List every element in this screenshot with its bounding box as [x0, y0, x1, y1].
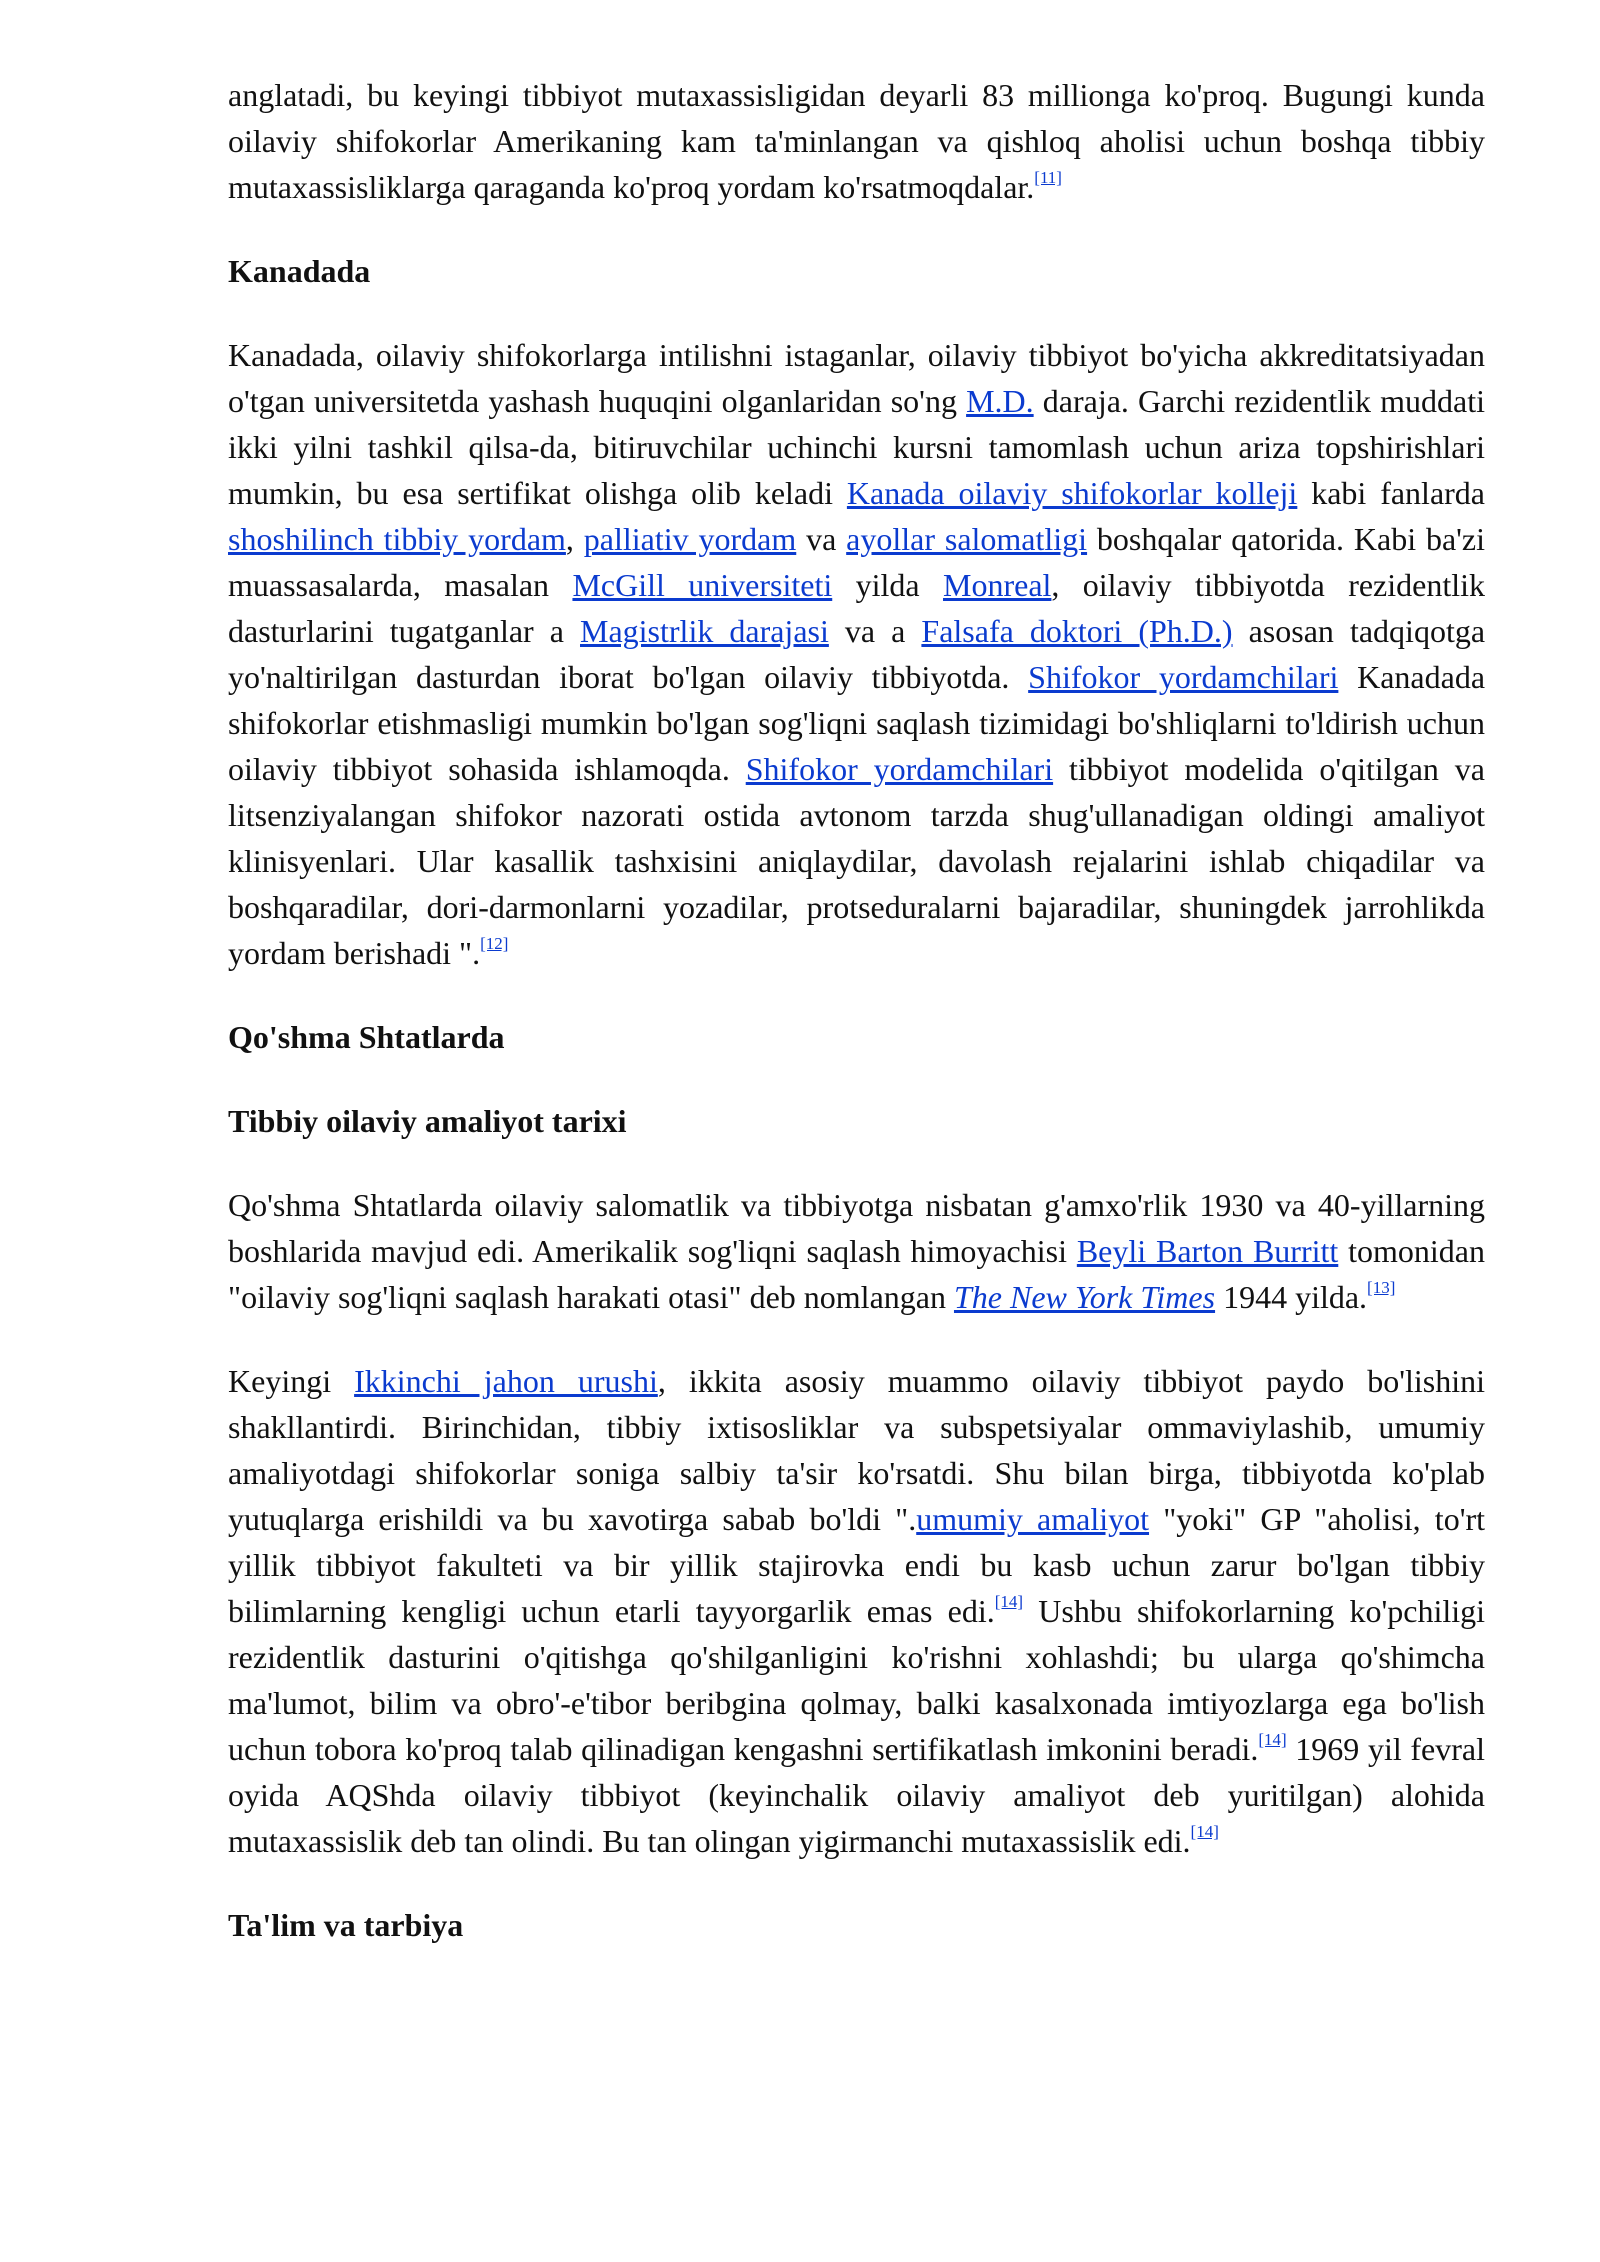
- text: Qo'shma Shtatlarda oilaviy salomatlik va tibbiyotga nisbatan g'amxo'rlik 1930 va 40-yillarning boshlarida mavjud edi. Amerikalik sog'liqni saqlash himoyachisi: [228, 1187, 1485, 1269]
- text: Kanadada, oilaviy shifokorlarga intilishni istaganlar, oilaviy tibbiyot bo'yicha akkreditatsiyadan o'tgan universitetda yashash huquqini olganlaridan so'ng: [228, 337, 1485, 419]
- link-mcgill-universiteti[interactable]: McGill universiteti: [572, 567, 833, 603]
- citation-14-b[interactable]: [1258, 1730, 1286, 1749]
- text: 1969 yil fevral oyida AQShda oilaviy tibbiyot (keyinchalik oilaviy amaliyot deb yuritilgan) alohida mutaxassislik deb tan olindi. Bu tan olingan yigirmanchi mutaxassislik edi.: [228, 1731, 1486, 1859]
- text: yilda: [832, 567, 943, 603]
- link-beyli-barton-burritt[interactable]: Beyli Barton Burritt: [1076, 1233, 1339, 1269]
- link-monreal[interactable]: Monreal: [943, 567, 1052, 603]
- link-falsafa-doktori[interactable]: Falsafa doktori (Ph.D.): [921, 613, 1233, 649]
- text: , oilaviy tibbiyotda rezidentlik dasturlarini tugatganlar a: [228, 567, 1486, 649]
- link-ikkinchi-jahon-urushi[interactable]: Ikkinchi jahon urushi: [354, 1363, 658, 1399]
- heading-kanadada: Kanadada: [228, 253, 371, 289]
- citation-link[interactable]: [11]: [1034, 168, 1062, 187]
- text: va a: [828, 613, 922, 649]
- citation-14-c[interactable]: [1191, 1822, 1219, 1841]
- text: "yoki" GP "aholisi, to'rt yillik tibbiyot fakulteti va bir yillik stajirovka endi bu kasb uchun zarur bo'lgan tibbiy bilimlarning kengligi uchun etarli tayyorgarlik emas edi.: [228, 1501, 1486, 1629]
- citation-13[interactable]: [1367, 1278, 1395, 1297]
- link-magistrlik-darajasi[interactable]: Magistrlik darajasi: [580, 613, 829, 649]
- heading-qoshma-shtatlarda: Qo'shma Shtatlarda: [228, 1019, 505, 1055]
- text: boshqalar qatorida. Kabi ba'zi muassasalarda, masalan: [228, 521, 1486, 603]
- link-shifokor-yordamchilari-2[interactable]: Shifokor yordamchilari: [745, 751, 1054, 787]
- citation-12[interactable]: [480, 934, 508, 953]
- text: kabi fanlarda: [1297, 475, 1486, 511]
- text: Kanadada shifokorlar etishmasligi mumkin bo'lgan sog'liqni saqlash tizimidagi bo'shliqlarni to'ldirish uchun oilaviy tibbiyot sohasida ishlamoqda.: [228, 659, 1486, 787]
- link-shifokor-yordamchilari[interactable]: Shifokor yordamchilari: [1028, 659, 1339, 695]
- link-the-new-york-times[interactable]: The New York Times: [953, 1279, 1216, 1315]
- citation-link[interactable]: [12]: [480, 934, 509, 953]
- citation-14[interactable]: [995, 1592, 1023, 1611]
- link-md[interactable]: M.D.: [966, 383, 1034, 419]
- text: 1944 yilda.: [1215, 1279, 1368, 1315]
- text: Keyingi: [228, 1363, 355, 1399]
- citation-link[interactable]: [14]: [1258, 1730, 1287, 1749]
- citation-link[interactable]: [13]: [1367, 1278, 1396, 1297]
- heading-talim-va-tarbiya: Ta'lim va tarbiya: [228, 1907, 464, 1943]
- link-kanada-oilaviy-shifokorlar-kolleji[interactable]: Kanada oilaviy shifokorlar kolleji: [846, 475, 1298, 511]
- paragraph-kanada: [228, 332, 1485, 976]
- citation-link[interactable]: [14]: [994, 1592, 1024, 1611]
- text: tibbiyot modelida o'qitilgan va litsenziyalangan shifokor nazorati ostida avtonom tarzda shug'ullanadigan oldingi amaliyot klinisyenlari. Ular kasallik tashxisini aniqlaydilar, davolash rejalarini ishlab chiqadilar va boshqaradilar, dori-darmonlarni yozadilar, protseduralarni bajaradilar, shuningdek jarrohlikda yordam berishadi ".: [228, 751, 1486, 971]
- text: ,: [565, 521, 584, 557]
- text: asosan tadqiqotga yo'naltirilgan dasturdan iborat bo'lgan oilaviy tibbiyotda.: [228, 613, 1486, 695]
- text: anglatadi, bu keyingi tibbiyot mutaxassisligidan deyarli 83 millionga ko'proq. Bugungi kunda oilaviy shifokorlar Amerikaning kam ta'minlangan va qishloq aholisi uchun boshqa tibbiy mutaxassisliklarga qaraganda ko'proq yordam ko'rsatmoqdalar.: [228, 77, 1485, 205]
- text: va: [796, 521, 847, 557]
- heading-tibbiy-oilaviy-amaliyot-tarixi: Tibbiy oilaviy amaliyot tarixi: [228, 1103, 627, 1139]
- link-palliativ-yordam[interactable]: palliativ yordam: [583, 521, 797, 557]
- text: daraja. Garchi rezidentlik muddati ikki yilni tashkil qilsa-da, bitiruvchilar uchinchi kursni tamomlash uchun ariza topshirishlari mumkin, bu esa sertifikat olishga olib keladi: [228, 383, 1486, 511]
- citation-11[interactable]: [1034, 168, 1062, 187]
- text: tomonidan "oilaviy sog'liqni saqlash harakati otasi" deb nomlangan: [228, 1233, 1486, 1315]
- link-shoshilinch-tibbiy-yordam[interactable]: shoshilinch tibbiy yordam: [228, 521, 566, 557]
- paragraph-urush: [228, 1358, 1485, 1864]
- citation-link[interactable]: [14]: [1190, 1822, 1219, 1841]
- paragraph-intro: [228, 72, 1485, 210]
- text: Ushbu shifokorlarning ko'pchiligi rezidentlik dasturini o'qitishga qo'shilganligini ko'rishni xohlashdi; bu ularga qo'shimcha ma'lumot, bilim va obro'-e'tibor beribgina qolmay, balki kasalxonada imtiyozlarga ega bo'lish uchun tobora ko'proq talab qilinadigan kengashni sertifikatlash imkonini beradi.: [228, 1593, 1486, 1767]
- paragraph-tarix: [228, 1182, 1485, 1320]
- link-umumiy-amaliyot[interactable]: umumiy amaliyot: [916, 1501, 1150, 1537]
- link-ayollar-salomatligi[interactable]: ayollar salomatligi: [846, 521, 1088, 557]
- document-page: [228, 72, 1485, 1986]
- text: , ikkita asosiy muammo oilaviy tibbiyot paydo bo'lishini shakllantirdi. Birinchidan, tibbiy ixtisosliklar va subspetsiyalar ommaviylashib, umumiy amaliyotdagi shifokorlar soniga salbiy ta'sir ko'rsatdi. Shu bilan birga, tibbiyotda ko'plab yutuqlarga erishildi va bu xavotirga sabab bo'ldi ".: [228, 1363, 1485, 1537]
